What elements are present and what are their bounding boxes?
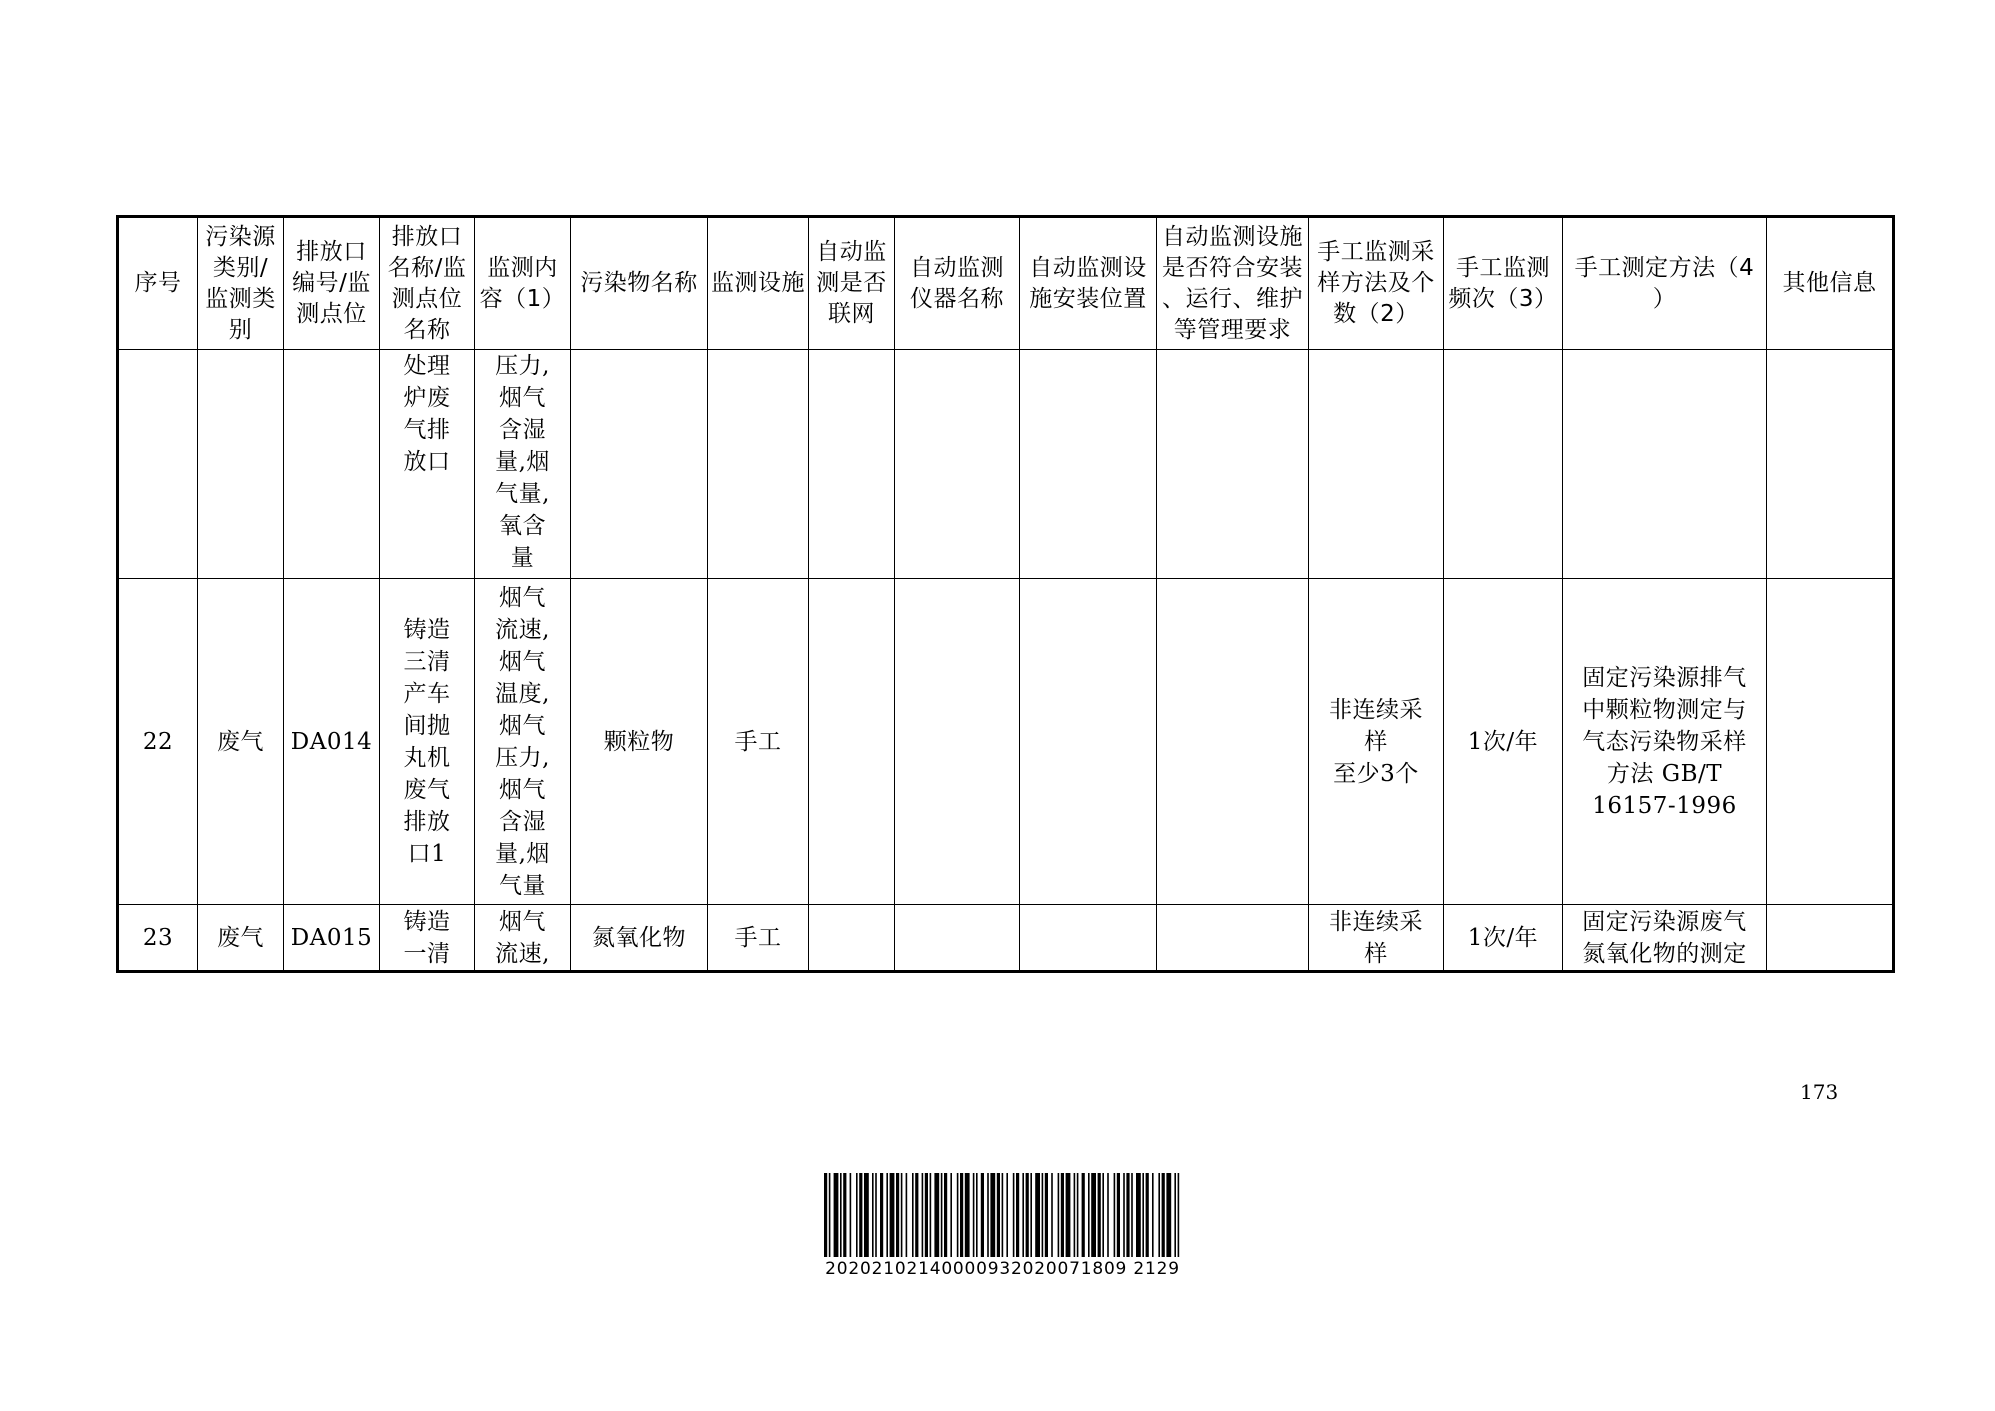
table-cell: 非连续采 样 [1309,905,1444,972]
header-cell: 手工监测 频次（3） [1444,217,1563,350]
header-cell: 序号 [118,217,198,350]
header-cell: 其他信息 [1767,217,1894,350]
table-row [118,579,1894,905]
table-cell [1020,350,1157,579]
table-cell: 废气 [198,905,284,972]
table-cell [809,579,895,905]
header-cell: 自动监测设 施安装位置 [1020,217,1157,350]
header-cell: 排放口 名称/监 测点位 名称 [380,217,475,350]
header-cell: 监测设施 [708,217,809,350]
header-cell: 自动监测设施 是否符合安装 、运行、维护 等管理要求 [1157,217,1309,350]
header-cell: 手工监测采 样方法及个 数（2） [1309,217,1444,350]
table-cell [1767,905,1894,972]
table-cell: 氮氧化物 [571,905,708,972]
table-cell [1444,350,1563,579]
table-cell: 23 [118,905,198,972]
header-cell: 自动监 测是否 联网 [809,217,895,350]
table-cell [895,905,1020,972]
table-cell [708,350,809,579]
table-cell: 颗粒物 [571,579,708,905]
table-cell: 铸造 一清 [380,905,475,972]
table-cell [1020,579,1157,905]
table-cell [809,350,895,579]
table-header-row [118,217,1894,350]
table-cell: 压力, 烟气 含湿 量,烟 气量, 氧含 量 [475,350,571,579]
barcode-image [820,1173,1185,1257]
table-cell: 烟气 流速, [475,905,571,972]
barcode-number: 20202102140000932020071809 2129 [825,1259,1180,1279]
header-cell: 污染源 类别/ 监测类 别 [198,217,284,350]
table-cell [118,350,198,579]
table-cell: 1次/年 [1444,579,1563,905]
page-number: 173 [1800,1080,1839,1104]
table-cell: 处理 炉废 气排 放口 [380,350,475,579]
table-cell: 手工 [708,579,809,905]
table-cell [1563,350,1767,579]
table-cell [1767,579,1894,905]
table-cell [895,350,1020,579]
table-cell: DA014 [284,579,380,905]
table-cell [809,905,895,972]
table-cell: 22 [118,579,198,905]
monitoring-table [116,215,1895,973]
table-cell: 铸造 三清 产车 间抛 丸机 废气 排放 口1 [380,579,475,905]
table-cell [895,579,1020,905]
table-cell: 1次/年 [1444,905,1563,972]
table-cell: 非连续采 样 至少3个 [1309,579,1444,905]
table-cell: 手工 [708,905,809,972]
table-cell [1767,350,1894,579]
table-cell [1157,905,1309,972]
table-cell: 固定污染源排气 中颗粒物测定与 气态污染物采样 方法 GB/T 16157-1996 [1563,579,1767,905]
table-cell: 废气 [198,579,284,905]
header-cell: 排放口 编号/监 测点位 [284,217,380,350]
table-row [118,905,1894,972]
table-cell [198,350,284,579]
table-cell: 固定污染源废气 氮氧化物的测定 [1563,905,1767,972]
header-cell: 监测内 容（1） [475,217,571,350]
table-cell [571,350,708,579]
table-cell [1020,905,1157,972]
table-cell [284,350,380,579]
table-cell [1157,350,1309,579]
table-cell: 烟气 流速, 烟气 温度, 烟气 压力, 烟气 含湿 量,烟 气量 [475,579,571,905]
table-cell [1309,350,1444,579]
table-cell [1157,579,1309,905]
table-cell: DA015 [284,905,380,972]
table-row [118,350,1894,579]
header-cell: 污染物名称 [571,217,708,350]
header-cell: 手工测定方法（4 ） [1563,217,1767,350]
header-cell: 自动监测 仪器名称 [895,217,1020,350]
